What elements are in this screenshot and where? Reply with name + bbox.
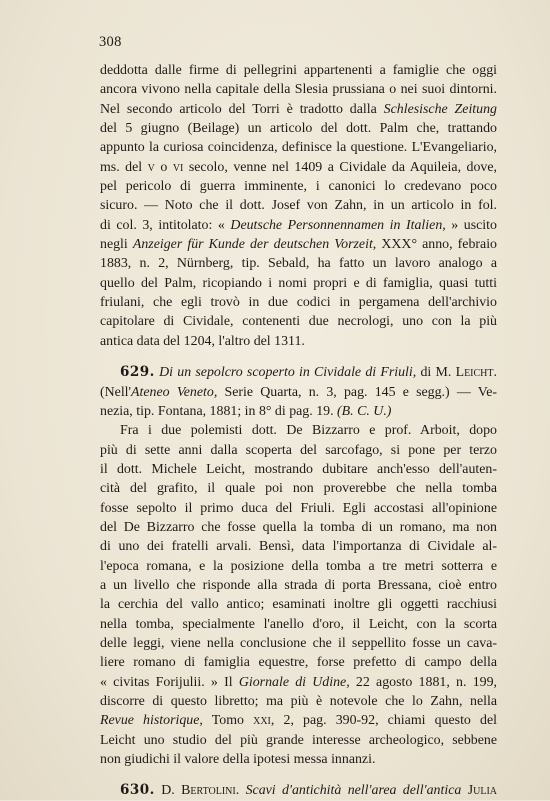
text-line: il dott. Michele Leicht, mostrando dubitare anch'esso dell'auten- — [100, 461, 497, 477]
text-line: la cerchia del vallo antico; esaminati inoltre gli oggetti racchiusi — [100, 597, 497, 613]
text-line: nezia, tip. Fontana, 1881; in 8° di pag. 19. (B. C. U.) — [100, 403, 392, 419]
text-line: sicuro. — Noto che il dott. Josef von Zahn, in un articolo in fol. — [100, 198, 497, 214]
text-line: a un livello che risponde alla strada di porta Bressana, cioè entro — [100, 577, 497, 593]
text-line: pel pericolo di guerra imminente, i canonici lo credevano poco — [100, 179, 497, 195]
text-line: di col. 3, intitolato: « Deutsche Personnennamen in Italien, » uscito — [100, 217, 497, 233]
text-line: di uno dei fratelli arvali. Bensì, data l'importanza di Cividale al- — [100, 539, 497, 555]
text-line: fosse sepolto il primo duca del Friuli. Egli accostasi all'opinione — [100, 500, 497, 516]
text-line: liere romano di famiglia equestre, forse prefetto di campo della — [100, 655, 497, 671]
text-line: capitolare di Cividale, contenenti due necrologi, uno con la più — [100, 314, 497, 330]
text-line: del 5 giugno (Beilage) un articolo del dott. Palm che, trattando — [100, 121, 497, 137]
entry-number: 630. — [120, 782, 155, 799]
text-line: appunto la curiosa coincidenza, definisce la questione. L'Evangeliario, — [100, 140, 497, 156]
text-line: negli Anzeiger für Kunde der deutschen Vorzeit, XXX° anno, febraio — [100, 237, 497, 253]
text-line: non giudichi il valore della ipotesi messa innanzi. — [100, 752, 376, 768]
entry-number: 629. — [120, 364, 155, 381]
text-line: friulani, che egli trovò in due codici in pergamena dell'archivio — [100, 295, 497, 311]
entry-heading-630: 630. D. Bertolini. Scavi d'antichità nell'area dell'antica Julia — [120, 782, 497, 799]
paragraph-gap — [100, 769, 497, 781]
text-line: Revue historique, Tomo xxi, 2, pag. 390-92, chiami questo del — [100, 713, 497, 729]
text-line: quello del Palm, ricopiando i nomi propri e di famiglia, quasi tutti — [100, 275, 497, 291]
entry-heading-629: 629. Di un sepolcro scoperto in Cividale di Friuli, di M. Leicht. — [120, 364, 497, 381]
text-line: Nel secondo articolo del Torri è tradotto dalla Schlesische Zeitung — [100, 101, 498, 117]
text-line: « civitas Forijulii. » Il Giornale di Udine, 22 agosto 1881, n. 199, — [100, 674, 497, 690]
text-line: ms. del v o vi secolo, venne nel 1409 a Cividale da Aquileia, dove, — [100, 159, 498, 175]
text-line: (Nell'Ateneo Veneto, Serie Quarta, n. 3, pag. 145 e segg.) — Ve- — [100, 384, 497, 400]
text-line: antica data del 1204, l'altro del 1311. — [100, 333, 305, 349]
text-line: del De Bizzarro che fosse quella la tomba di un romano, ma non — [100, 519, 497, 535]
text-line: discorre di questo libretto; ma più è notevole che lo Zahn, nella — [100, 694, 497, 709]
text-line: Leicht uno studio del più grande interesse archeologico, sebbene — [100, 732, 497, 748]
text-line: nella tomba, specialmente l'anello d'oro, il Leicht, con la scorta — [100, 616, 497, 632]
text-line: deddotta dalle firme di pellegrini appartenenti a famiglie che oggi — [100, 63, 497, 78]
text-line: ancora vivono nella capitale della Slesia prussiana o nei suoi dintorni. — [100, 82, 497, 98]
text-line: più di sette anni dalla scoperta del sarcofago, si pone per terzo — [100, 442, 497, 458]
paragraph-gap — [100, 351, 497, 363]
page-body — [100, 61, 497, 801]
page-number: 308 — [99, 34, 122, 50]
text-line: cità del grafito, il quale poi non proverebbe che nella tomba — [100, 481, 497, 497]
text-line: Fra i due polemisti dott. De Bizzarro e prof. Arboit, dopo — [120, 423, 497, 439]
text-line: l'epoca romana, e la posizione della tomba a tre metri sotterra e — [100, 558, 497, 574]
text-line: delle leggi, viene nella conclusione che il seppellito fosse un cava- — [100, 635, 497, 651]
text-line: 1883, n. 2, Nürnberg, tip. Sebald, ha fatto un lavoro analogo a — [100, 256, 497, 272]
